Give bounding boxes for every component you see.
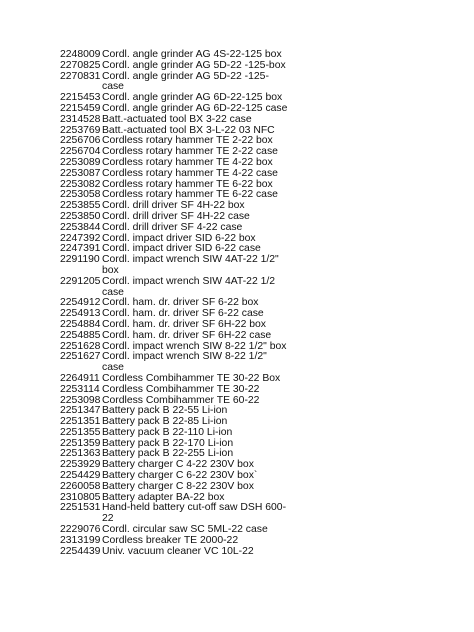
item-description: box <box>102 264 119 276</box>
item-description: Cordl. angle grinder AG 5D-22 -125- <box>102 70 269 82</box>
item-code: 2247391 <box>60 243 101 255</box>
item-description: case <box>102 286 124 298</box>
item-code: 2251628 <box>60 340 101 352</box>
list-item <box>60 72 290 83</box>
item-code: 2270825 <box>60 59 101 71</box>
item-code: 2253082 <box>60 178 101 190</box>
item-code: 2251363 <box>60 448 101 460</box>
item-code: 2253929 <box>60 459 101 471</box>
item-code: 2270831 <box>60 70 101 82</box>
item-code: 2253114 <box>60 383 100 395</box>
item-description: Battery charger C 6-22 230V box` <box>102 470 258 482</box>
product-list <box>60 50 290 557</box>
item-description: case <box>102 362 124 374</box>
item-code: 2256706 <box>60 135 101 147</box>
item-description: Cordl. drill driver SF 4H-22 box <box>102 200 245 212</box>
item-description: Cordl. drill driver SF 4-22 case <box>102 221 243 233</box>
item-code: 2314528 <box>60 113 101 125</box>
item-code: 2260058 <box>60 480 101 492</box>
list-item <box>60 255 290 266</box>
item-code: 2256704 <box>60 146 101 158</box>
item-code: 2229076 <box>60 524 101 536</box>
item-code: 2251351 <box>60 416 101 428</box>
item-code: 2251531 <box>60 502 101 514</box>
item-description: Cordl. angle grinder AG 4S-22-125 box <box>102 49 282 60</box>
item-description: Cordl. ham. dr. driver SF 6-22 box <box>102 297 259 309</box>
item-code: 2291205 <box>60 275 101 287</box>
item-code: 2253058 <box>60 189 101 201</box>
item-description: Cordless Combihammer TE 30-22 Box <box>102 372 281 384</box>
item-code: 2310805 <box>60 491 101 503</box>
item-code: 2254913 <box>60 308 101 320</box>
item-code: 2247392 <box>60 232 101 244</box>
list-item <box>60 277 290 288</box>
item-description: case <box>102 81 124 93</box>
item-description: Cordl. angle grinder AG 6D-22-125 box <box>102 92 283 104</box>
item-description: Battery pack B 22-55 Li-ion <box>102 405 228 417</box>
item-description: Cordl. circular saw SC 5ML-22 case <box>102 524 268 536</box>
item-description: Cordl. ham. dr. driver SF 6H-22 case <box>102 329 272 341</box>
item-description: Cordl. angle grinder AG 6D-22-125 case <box>102 102 288 114</box>
item-code: 2254885 <box>60 329 101 341</box>
item-description: Battery adapter BA-22 box <box>102 491 225 503</box>
item-description: Cordless Combihammer TE 60-22 <box>102 394 260 406</box>
list-item <box>60 331 290 342</box>
item-description: Battery charger C 8-22 230V box <box>102 480 254 492</box>
item-description: Cordless rotary hammer TE 4-22 case <box>102 167 278 179</box>
item-description: Cordl. impact wrench SIW 4AT-22 1/2" <box>102 254 279 266</box>
item-description: Battery pack B 22-170 Li-ion <box>102 437 234 449</box>
item-description: Batt.-actuated tool BX 3-L-22 03 NFC <box>102 124 275 136</box>
item-code: 2313199 <box>60 534 101 546</box>
item-code: 2291190 <box>60 254 100 266</box>
item-description: Battery charger C 4-22 230V box <box>102 459 254 471</box>
item-code: 2254429 <box>60 470 101 482</box>
item-code: 2254884 <box>60 318 101 330</box>
list-item <box>60 547 290 558</box>
item-description: Cordless rotary hammer TE 6-22 box <box>102 178 273 190</box>
item-code: 2253850 <box>60 210 101 222</box>
item-description: Cordless rotary hammer TE 4-22 box <box>102 156 273 168</box>
list-item <box>60 61 290 72</box>
item-description: Battery pack B 22-110 Li-ion <box>102 426 233 438</box>
item-code: 2251355 <box>60 426 101 438</box>
item-code: 2253844 <box>60 221 101 233</box>
item-description: Cordless rotary hammer TE 2-22 box <box>102 135 273 147</box>
list-item <box>60 115 290 126</box>
item-description: Cordless breaker TE 2000-22 <box>102 534 239 546</box>
item-description: Cordl. impact wrench SIW 8-22 1/2" <box>102 351 267 363</box>
list-item <box>60 223 290 234</box>
item-code: 2254439 <box>60 545 101 557</box>
item-description: Cordl. impact driver SID 6-22 box <box>102 232 256 244</box>
item-description: Univ. vacuum cleaner VC 10L-22 <box>102 545 254 557</box>
item-description: Hand-held battery cut-off saw DSH 600- <box>102 502 287 514</box>
item-description: Cordl. ham. dr. driver SF 6-22 case <box>102 308 264 320</box>
item-code: 2253087 <box>60 167 101 179</box>
list-item <box>60 169 290 180</box>
item-description: Battery pack B 22-85 Li-ion <box>102 416 228 428</box>
item-code: 2253089 <box>60 156 101 168</box>
item-code: 2215453 <box>60 92 101 104</box>
item-description: Cordl. drill driver SF 4H-22 case <box>102 210 250 222</box>
item-description: Cordless rotary hammer TE 6-22 case <box>102 189 278 201</box>
item-code: 2253769 <box>60 124 101 136</box>
item-code: 2253855 <box>60 200 101 212</box>
item-description: 22 <box>102 513 114 525</box>
item-code: 2254912 <box>60 297 101 309</box>
item-description: Cordl. angle grinder AG 5D-22 -125-box <box>102 59 286 71</box>
item-description: Cordl. impact wrench SIW 4AT-22 1/2 <box>102 275 276 287</box>
item-description: Battery pack B 22-255 Li-ion <box>102 448 234 460</box>
list-item <box>60 352 290 363</box>
item-code: 2251627 <box>60 351 101 363</box>
item-code: 2248009 <box>60 49 101 60</box>
item-code: 2253098 <box>60 394 101 406</box>
item-description: Cordless rotary hammer TE 2-22 case <box>102 146 278 158</box>
item-description: Batt.-actuated tool BX 3-22 case <box>102 113 252 125</box>
item-code: 2264911 <box>60 372 100 384</box>
item-description: Cordl. impact driver SID 6-22 case <box>102 243 261 255</box>
item-description: Cordless Combihammer TE 30-22 <box>102 383 260 395</box>
item-code: 2251347 <box>60 405 101 417</box>
item-code: 2251359 <box>60 437 101 449</box>
item-description: Cordl. impact wrench SIW 8-22 1/2" box <box>102 340 287 352</box>
list-item <box>60 503 290 514</box>
item-description: Cordl. ham. dr. driver SF 6H-22 box <box>102 318 267 330</box>
list-item <box>60 385 290 396</box>
item-code: 2215459 <box>60 102 101 114</box>
